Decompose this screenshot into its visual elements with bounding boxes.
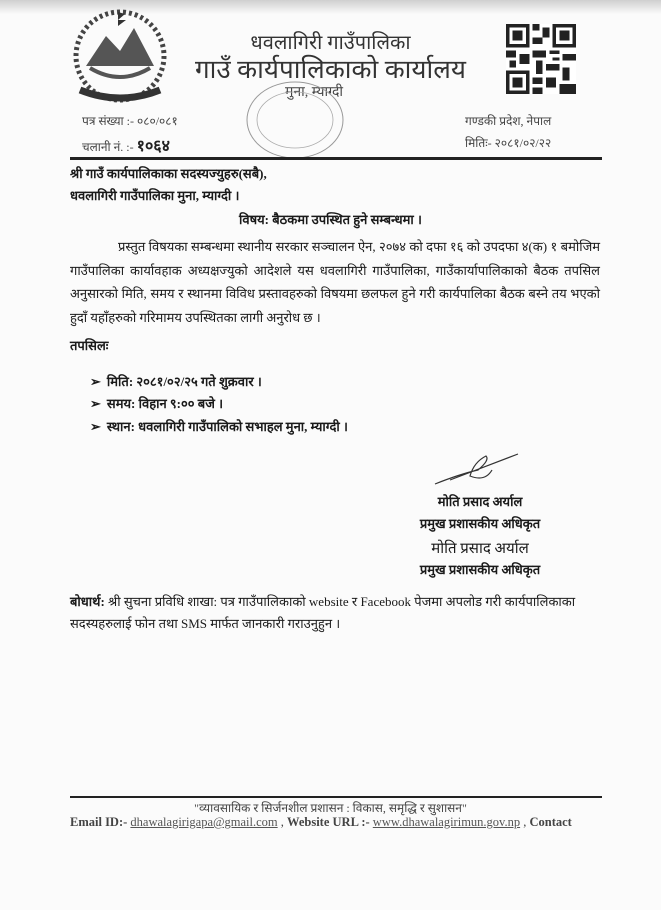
qr-code [506, 24, 576, 94]
addressee-line-1: श्री गाउँ कार्यपालिकाका सदस्यज्युहरु(सबै), [70, 166, 267, 181]
footer-divider [70, 796, 602, 798]
cc-note [70, 591, 600, 635]
details-heading: तपसिलः [70, 338, 109, 353]
signatory-name: मोति प्रसाद अर्याल [437, 494, 523, 509]
addressee-line-2: धवलागिरी गाउँपालिका मुना, म्याग्दी । [70, 188, 240, 203]
letter-number-label: पत्र संख्या :- [82, 114, 134, 128]
letter-number-value: ०८०/०८१ [136, 114, 178, 128]
detail-time: ➢ समय: विहान ९:०० बजे । [90, 396, 224, 411]
arrow-bullet-icon: ➢ [90, 419, 101, 434]
office-location: मुना, म्याग्दी [285, 85, 344, 100]
letter-body [70, 235, 600, 329]
date-label: मितिः- [465, 136, 492, 150]
office-name: गाउँ कार्यपालिकाको कार्यालय [195, 55, 466, 84]
cc-text: श्री सुचना प्रविधि शाखा: पत्र गाउँपालिकाको website र Facebook पेजमा अपलोड गरी कार्यपालिकाका सदस्यहरुलाई फोन तथा SMS मार्फत जानकारी गराउनुहुन । [70, 594, 576, 631]
cc-label: बोधार्थ: [70, 594, 105, 609]
dispatch-number-value: १०६४ [136, 138, 170, 155]
handwritten-signature [430, 452, 520, 492]
footer-tagline: "व्यावसायिक र सिर्जनशील प्रशासन : विकास, समृद्धि र सुशासन" [194, 801, 467, 815]
website-label: Website URL :- [287, 815, 370, 829]
dispatch-number [82, 134, 170, 156]
letter-number [82, 112, 178, 129]
dispatch-number-label: चलानी नं. :- [82, 140, 134, 154]
date-value: २०८१/०२/२२ [494, 136, 552, 150]
arrow-bullet-icon: ➢ [90, 374, 101, 389]
detail-date: ➢ मिति: २०८१/०२/२५ गते शुक्रवार । [90, 374, 262, 389]
email-link[interactable]: dhawalagirigapa@gmail.com [130, 815, 278, 829]
subject: विषय: बैठकमा उपस्थित हुने सम्बन्धमा । [239, 212, 422, 227]
header-divider [70, 157, 602, 160]
detail-venue: ➢ स्थान: धवलागिरी गाउँपालिको सभाहल मुना, म्याग्दी । [90, 419, 348, 434]
arrow-bullet-icon: ➢ [90, 396, 101, 411]
stamp-name: मोति प्रसाद अर्याल [431, 541, 529, 557]
signatory-title: प्रमुख प्रशासकीय अधिकृत [419, 516, 541, 531]
email-label: Email ID:- [70, 815, 128, 829]
province: गण्डकी प्रदेश, नेपाल [465, 114, 552, 128]
letter-date [465, 134, 551, 151]
body-text: प्रस्तुत विषयका सम्बन्धमा स्थानीय सरकार सञ्चालन ऐन, २०७४ को दफा १६ को उपदफा ४(क) १ बमोजिम गाउँपालिका कार्यावहाक अध्यक्षज्युको आदेशले यस धवलागिरी गाउँपालिका, गाउँकार्यापालिकाको बैठक तपसिल अनुसारको मिति, समय र स्थानमा विविध प्रस्तावहरुको विषयमा छलफल हुने गरी कार्यपालिका बैठक बस्ने तय भएको हुदाँ यहाँहरुको गरिमामय उपस्थितका लागी अनुरोध छ । [70, 239, 600, 325]
stamp-title: प्रमुख प्रशासकीय अधिकृत [419, 562, 541, 577]
website-link[interactable]: www.dhawalagirimun.gov.np [372, 815, 521, 829]
contact-label: Contact [529, 815, 572, 829]
footer-contact: Email ID:- dhawalagirigapa@gmail.com , Website URL :- www.dhawalagirimun.gov.np , Contact [70, 815, 572, 829]
municipality-name: धवलागिरी गाउँपालिका [250, 32, 411, 54]
